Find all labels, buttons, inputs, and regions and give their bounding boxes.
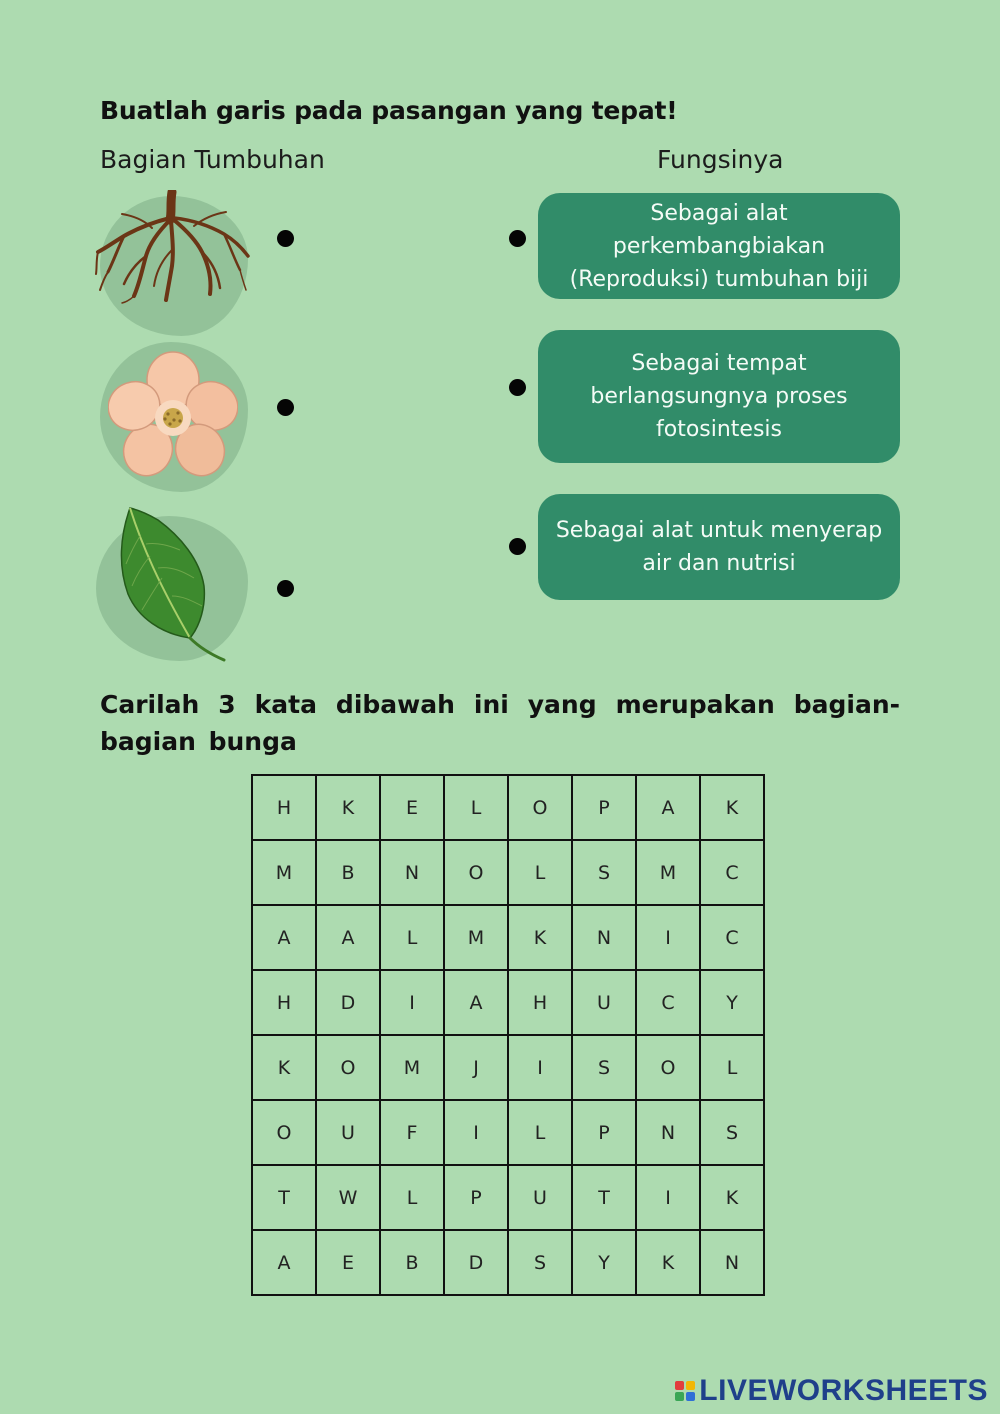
grid-cell[interactable]: L: [700, 1035, 764, 1100]
grid-cell[interactable]: A: [636, 775, 700, 840]
grid-cell[interactable]: K: [700, 1165, 764, 1230]
logo-mark-icon: [675, 1381, 695, 1401]
grid-cell[interactable]: M: [636, 840, 700, 905]
liveworksheets-logo: [675, 1374, 988, 1408]
grid-cell[interactable]: O: [508, 775, 572, 840]
grid-cell[interactable]: F: [380, 1100, 444, 1165]
grid-cell[interactable]: S: [572, 1035, 636, 1100]
function-text-absorption: Sebagai alat untuk menyerap air dan nutrisi: [555, 518, 883, 576]
grid-row: [252, 1165, 764, 1230]
instruction-word-search: Carilah 3 kata dibawah ini yang merupakan bagian-bagian bunga: [100, 690, 900, 756]
grid-cell[interactable]: N: [700, 1230, 764, 1295]
grid-cell[interactable]: U: [572, 970, 636, 1035]
grid-cell[interactable]: K: [316, 775, 380, 840]
grid-cell[interactable]: A: [252, 905, 316, 970]
grid-cell[interactable]: H: [508, 970, 572, 1035]
instruction-matching: Buatlah garis pada pasangan yang tepat!: [100, 96, 678, 125]
word-search-grid[interactable]: [251, 774, 765, 1296]
grid-row: [252, 775, 764, 840]
grid-cell[interactable]: M: [252, 840, 316, 905]
match-dot-left-flower[interactable]: [277, 399, 294, 416]
grid-cell[interactable]: P: [444, 1165, 508, 1230]
grid-cell[interactable]: Y: [700, 970, 764, 1035]
grid-cell[interactable]: W: [316, 1165, 380, 1230]
grid-cell[interactable]: B: [316, 840, 380, 905]
match-dot-left-roots[interactable]: [277, 230, 294, 247]
grid-cell[interactable]: J: [444, 1035, 508, 1100]
match-dot-right-3[interactable]: [509, 538, 526, 555]
grid-cell[interactable]: B: [380, 1230, 444, 1295]
grid-cell[interactable]: A: [252, 1230, 316, 1295]
grid-cell[interactable]: U: [508, 1165, 572, 1230]
grid-cell[interactable]: N: [380, 840, 444, 905]
roots-icon: [94, 190, 250, 305]
grid-cell[interactable]: P: [572, 1100, 636, 1165]
grid-cell[interactable]: T: [572, 1165, 636, 1230]
grid-cell[interactable]: S: [508, 1230, 572, 1295]
match-dot-right-1[interactable]: [509, 230, 526, 247]
grid-row: [252, 970, 764, 1035]
grid-cell[interactable]: H: [252, 775, 316, 840]
grid-cell[interactable]: I: [636, 1165, 700, 1230]
function-text-photosynthesis: Sebagai tempat berlangsungnya proses fotosintesis: [590, 351, 848, 442]
grid-row: [252, 840, 764, 905]
grid-cell[interactable]: O: [444, 840, 508, 905]
grid-cell[interactable]: C: [700, 905, 764, 970]
grid-cell[interactable]: D: [444, 1230, 508, 1295]
grid-cell[interactable]: A: [444, 970, 508, 1035]
grid-cell[interactable]: P: [572, 775, 636, 840]
grid-cell[interactable]: L: [380, 905, 444, 970]
grid-cell[interactable]: D: [316, 970, 380, 1035]
grid-row: [252, 1035, 764, 1100]
header-functions: Fungsinya: [657, 145, 784, 174]
grid-row: [252, 1230, 764, 1295]
grid-cell[interactable]: L: [508, 840, 572, 905]
grid-cell[interactable]: L: [380, 1165, 444, 1230]
logo-text: LIVEWORKSHEETS: [699, 1374, 988, 1407]
header-plant-parts: Bagian Tumbuhan: [100, 145, 325, 174]
function-text-reproduction: Sebagai alat perkembangbiakan (Reproduksi) tumbuhan biji: [569, 200, 869, 292]
grid-cell[interactable]: M: [380, 1035, 444, 1100]
grid-cell[interactable]: K: [508, 905, 572, 970]
grid-cell[interactable]: T: [252, 1165, 316, 1230]
grid-cell[interactable]: E: [316, 1230, 380, 1295]
grid-cell[interactable]: S: [572, 840, 636, 905]
flower-icon: [108, 350, 238, 478]
grid-cell[interactable]: I: [444, 1100, 508, 1165]
grid-cell[interactable]: C: [636, 970, 700, 1035]
grid-cell[interactable]: K: [700, 775, 764, 840]
grid-cell[interactable]: S: [700, 1100, 764, 1165]
grid-cell[interactable]: U: [316, 1100, 380, 1165]
grid-cell[interactable]: Y: [572, 1230, 636, 1295]
grid-cell[interactable]: C: [700, 840, 764, 905]
grid-cell[interactable]: L: [444, 775, 508, 840]
grid-cell[interactable]: H: [252, 970, 316, 1035]
grid-cell[interactable]: O: [636, 1035, 700, 1100]
grid-cell[interactable]: O: [316, 1035, 380, 1100]
function-box-reproduction: [538, 193, 900, 299]
grid-cell[interactable]: N: [572, 905, 636, 970]
grid-cell[interactable]: M: [444, 905, 508, 970]
function-box-photosynthesis: [538, 330, 900, 463]
grid-cell[interactable]: L: [508, 1100, 572, 1165]
grid-cell[interactable]: O: [252, 1100, 316, 1165]
grid-cell[interactable]: K: [636, 1230, 700, 1295]
grid-row: [252, 905, 764, 970]
grid-cell[interactable]: I: [508, 1035, 572, 1100]
grid-cell[interactable]: K: [252, 1035, 316, 1100]
match-dot-left-leaf[interactable]: [277, 580, 294, 597]
leaf-icon: [118, 506, 228, 664]
grid-cell[interactable]: I: [636, 905, 700, 970]
grid-cell[interactable]: N: [636, 1100, 700, 1165]
grid-cell[interactable]: I: [380, 970, 444, 1035]
grid-row: [252, 1100, 764, 1165]
function-box-absorption: [538, 494, 900, 600]
match-dot-right-2[interactable]: [509, 379, 526, 396]
grid-cell[interactable]: A: [316, 905, 380, 970]
grid-cell[interactable]: E: [380, 775, 444, 840]
